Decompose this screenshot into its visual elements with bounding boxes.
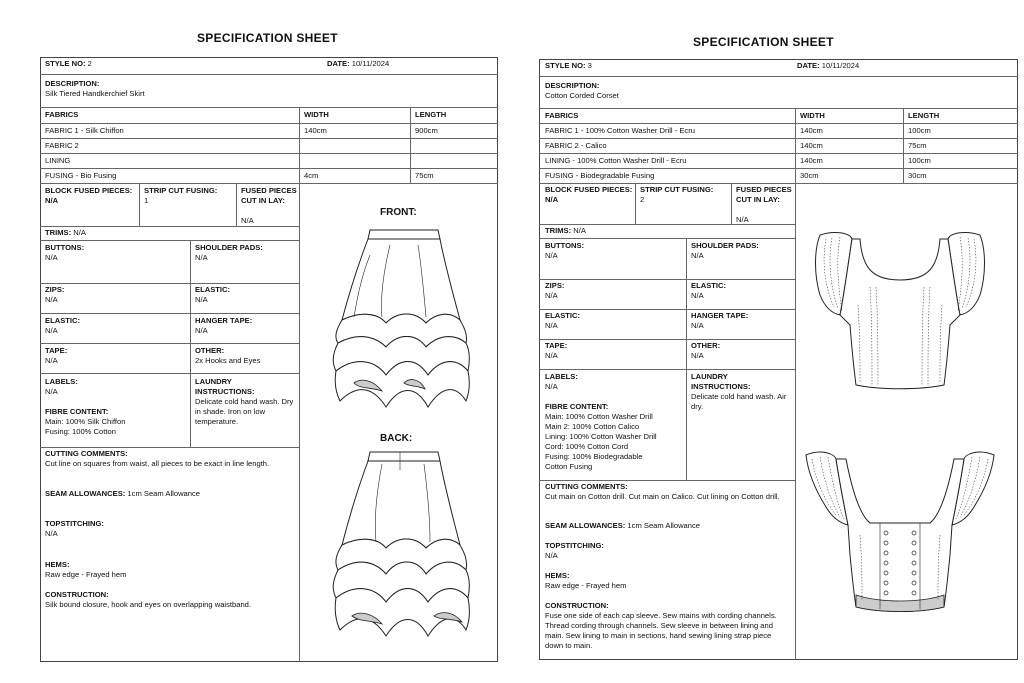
strip-cut-value: 1 [144, 196, 149, 205]
hanger-tape-value: N/A [195, 326, 208, 335]
fabric-row-name: FUSING - Bio Fusing [45, 171, 117, 180]
hanger-tape-value: N/A [691, 321, 704, 330]
style-no: STYLE NO: 3 [545, 61, 592, 70]
skirt-front-sketch [330, 225, 470, 415]
zips-label: ZIPS: [545, 281, 565, 290]
elastic2-value: N/A [45, 326, 58, 335]
fabric-row-name: LINING - 100% Cotton Washer Drill - Ecru [545, 156, 687, 165]
construction-label: CONSTRUCTION: [45, 590, 109, 599]
hanger-tape-label: HANGER TAPE: [691, 311, 749, 320]
hems-value: Raw edge - Frayed hem [545, 581, 627, 590]
fibre-line: Main 2: 100% Cotton Calico [545, 422, 640, 431]
fibre-line: Lining: 100% Cotton Washer Drill [545, 432, 657, 441]
shoulder-pads-value: N/A [195, 253, 208, 262]
cutting-value: Cut main on Cotton drill. Cut main on Calico. Cut lining on Cotton drill. [545, 492, 780, 501]
corset-back-sketch [800, 445, 1000, 625]
construction-value: Fuse one side of each cap sleeve. Sew mains with cording channels. Thread cording through channels. Sew sleeve in between lining and main. Sew lining to main in sections, hand sewing lining strap piece down to main. [545, 611, 777, 650]
fibre-line: Main: 100% Cotton Washer Drill [545, 412, 653, 421]
construction-label: CONSTRUCTION: [545, 601, 609, 610]
shoulder-pads-label: SHOULDER PADS: [195, 243, 263, 252]
length-header: LENGTH [908, 111, 940, 120]
fibre-label: FIBRE CONTENT: [545, 402, 609, 411]
laundry-value: Delicate cold hand wash. Air dry. [691, 392, 787, 411]
block-fused-label: BLOCK FUSED PIECES: N/A [545, 185, 633, 204]
fabric-row-width: 30cm [800, 171, 819, 180]
cutting-value: Cut line on squares from waist, all pieces to be exact in line length. [45, 459, 270, 468]
topstitching-label: TOPSTITCHING: [45, 519, 104, 528]
fabric-row-width: 4cm [304, 171, 319, 180]
elastic-label: ELASTIC: [195, 285, 231, 294]
fabric-row-width: 140cm [800, 156, 823, 165]
seam-allowances: SEAM ALLOWANCES: 1cm Seam Allowance [45, 489, 201, 498]
hems-label: HEMS: [545, 571, 570, 580]
labels-value: N/A [45, 387, 58, 396]
description-label: DESCRIPTION: [45, 79, 100, 88]
elastic-value: N/A [195, 295, 208, 304]
shoulder-pads-label: SHOULDER PADS: [691, 241, 759, 250]
fabrics-header: FABRICS [545, 111, 579, 120]
fabric-row-length: 100cm [908, 156, 931, 165]
other-label: OTHER: [691, 341, 721, 350]
zips-value: N/A [45, 295, 58, 304]
construction-value: Silk bound closure, hook and eyes on overlapping waistband. [45, 600, 252, 609]
corset-front-sketch [800, 225, 1000, 395]
fibre-line: Fusing: 100% Biodegradable [545, 452, 643, 461]
fibre-line: Main: 100% Silk Chiffon [45, 417, 126, 426]
fabric-row-length: 100cm [908, 126, 931, 135]
fabric-row-length: 75cm [415, 171, 434, 180]
hems-value: Raw edge - Frayed hem [45, 570, 127, 579]
elastic2-value: N/A [545, 321, 558, 330]
fused-pieces-label: FUSED PIECES CUT IN LAY: [736, 185, 792, 204]
labels-label: LABELS: [45, 377, 78, 386]
fused-pieces-value: N/A [241, 216, 254, 225]
hanger-tape-label: HANGER TAPE: [195, 316, 253, 325]
trims: TRIMS: N/A [545, 226, 586, 235]
tape-label: TAPE: [45, 346, 68, 355]
tape-label: TAPE: [545, 341, 568, 350]
zips-label: ZIPS: [45, 285, 65, 294]
strip-cut-value: 2 [640, 195, 645, 204]
buttons-label: BUTTONS: [545, 241, 585, 250]
buttons-value: N/A [45, 253, 58, 262]
other-value: N/A [691, 351, 704, 360]
elastic-value: N/A [691, 291, 704, 300]
fibre-label: FIBRE CONTENT: [45, 407, 109, 416]
fabric-row-name: FUSING - Biodegradable Fusing [545, 171, 655, 180]
fibre-line: Cord: 100% Cotton Cord [545, 442, 629, 451]
page-title: SPECIFICATION SHEET [197, 31, 338, 45]
date: DATE: 10/11/2024 [327, 59, 390, 68]
seam-allowances: SEAM ALLOWANCES: 1cm Seam Allowance [545, 521, 701, 530]
topstitching-value: N/A [45, 529, 58, 538]
fabric-row-name: FABRIC 1 - 100% Cotton Washer Drill - Ecru [545, 126, 695, 135]
page-title: SPECIFICATION SHEET [693, 35, 834, 49]
fabric-row-name: LINING [45, 156, 71, 165]
style-no: STYLE NO: 2 [45, 59, 92, 68]
length-header: LENGTH [415, 110, 447, 119]
description-label: DESCRIPTION: [545, 81, 600, 90]
front-view-label: FRONT: [380, 207, 417, 218]
width-header: WIDTH [800, 111, 825, 120]
topstitching-label: TOPSTITCHING: [545, 541, 604, 550]
tape-value: N/A [45, 356, 58, 365]
shoulder-pads-value: N/A [691, 251, 704, 260]
fabric-row-length: 30cm [908, 171, 927, 180]
width-header: WIDTH [304, 110, 329, 119]
fabric-row-length: 900cm [415, 126, 438, 135]
fabric-row-width: 140cm [800, 126, 823, 135]
date: DATE: 10/11/2024 [797, 61, 860, 70]
buttons-label: BUTTONS: [45, 243, 85, 252]
fabric-row-name: FABRIC 1 - Silk Chiffon [45, 126, 124, 135]
block-fused-label: BLOCK FUSED PIECES: N/A [45, 186, 133, 205]
strip-cut-label: STRIP CUT FUSING: [144, 186, 218, 195]
fibre-line: Cotton Fusing [545, 462, 593, 471]
laundry-label: LAUNDRY INSTRUCTIONS: [195, 377, 255, 396]
fabric-row-name: FABRIC 2 - Calico [545, 141, 607, 150]
fabric-row-name: FABRIC 2 [45, 141, 79, 150]
trims: TRIMS: N/A [45, 228, 86, 237]
fabric-row-width: 140cm [800, 141, 823, 150]
other-label: OTHER: [195, 346, 225, 355]
description-value: Cotton Corded Corset [545, 91, 619, 100]
elastic2-label: ELASTIC: [545, 311, 581, 320]
topstitching-value: N/A [545, 551, 558, 560]
back-view-label: BACK: [380, 433, 413, 444]
cutting-label: CUTTING COMMENTS: [45, 449, 128, 458]
laundry-label: LAUNDRY INSTRUCTIONS: [691, 372, 751, 391]
elastic2-label: ELASTIC: [45, 316, 81, 325]
zips-value: N/A [545, 291, 558, 300]
fibre-line: Fusing: 100% Cotton [45, 427, 116, 436]
strip-cut-label: STRIP CUT FUSING: [640, 185, 714, 194]
elastic-label: ELASTIC: [691, 281, 727, 290]
labels-label: LABELS: [545, 372, 578, 381]
fabrics-header: FABRICS [45, 110, 79, 119]
hems-label: HEMS: [45, 560, 70, 569]
laundry-value: Delicate cold hand wash. Dry in shade. Iron on low temperature. [195, 397, 294, 426]
fused-pieces-label: FUSED PIECES CUT IN LAY: [241, 186, 297, 205]
description-value: Silk Tiered Handkerchief Skirt [45, 89, 145, 98]
fabric-row-width: 140cm [304, 126, 327, 135]
skirt-back-sketch [330, 450, 470, 645]
labels-value: N/A [545, 382, 558, 391]
cutting-label: CUTTING COMMENTS: [545, 482, 628, 491]
other-value: 2x Hooks and Eyes [195, 356, 261, 365]
fused-pieces-value: N/A [736, 215, 749, 224]
buttons-value: N/A [545, 251, 558, 260]
fabric-row-length: 75cm [908, 141, 927, 150]
tape-value: N/A [545, 351, 558, 360]
